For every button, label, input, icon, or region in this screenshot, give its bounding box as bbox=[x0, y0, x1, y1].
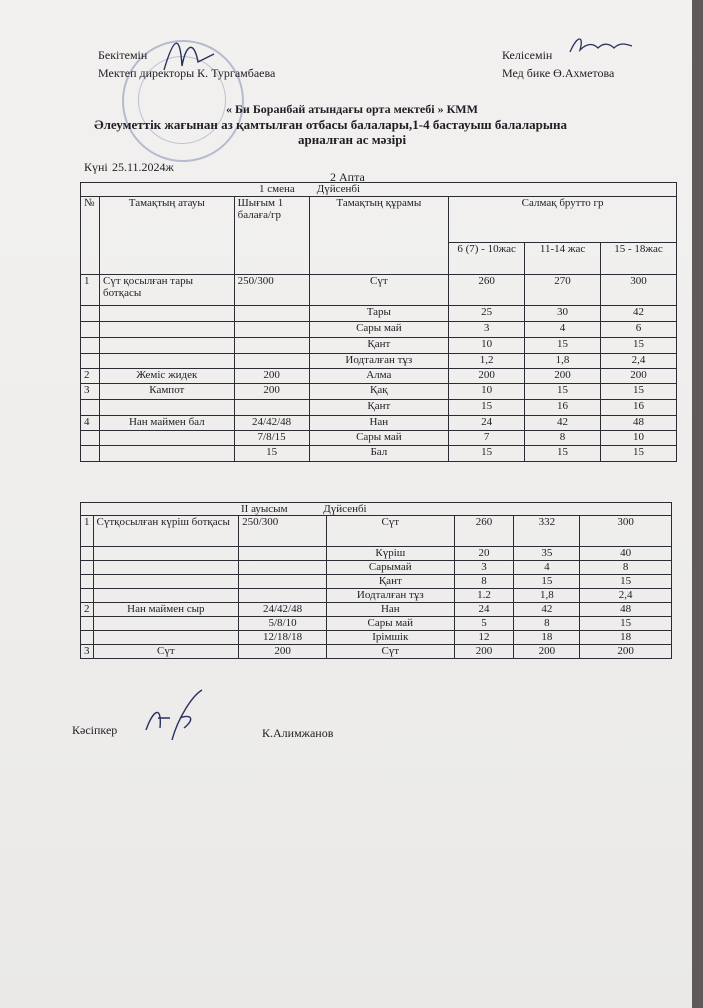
yield-value: 12/18/18 bbox=[239, 631, 327, 645]
document-title-line2: арналған ас мәзірі bbox=[298, 132, 407, 147]
weight-age-group-1: 25 bbox=[449, 306, 525, 322]
director-signature bbox=[160, 26, 220, 86]
weight-age-group-1: 8 bbox=[454, 575, 514, 589]
dish-name bbox=[93, 575, 239, 589]
col-weight-header: Салмақ брутто гр bbox=[449, 197, 677, 243]
row-number: 3 bbox=[81, 645, 94, 659]
table-row bbox=[81, 631, 672, 645]
row-number bbox=[81, 446, 100, 462]
ingredient-name: Бал bbox=[309, 446, 449, 462]
approve-label: Бекітемін bbox=[98, 48, 148, 62]
weight-age-group-2: 1,8 bbox=[514, 589, 580, 603]
col-yield-header: Шығым 1 балаға/гр bbox=[234, 197, 309, 275]
weight-age-group-1: 260 bbox=[454, 516, 514, 547]
weight-age-group-1: 15 bbox=[449, 400, 525, 416]
table-row bbox=[81, 589, 672, 603]
weight-age-group-1: 5 bbox=[454, 617, 514, 631]
dish-name bbox=[93, 631, 239, 645]
dish-name: Сүт қосылған тары ботқасы bbox=[99, 275, 234, 306]
weight-age-group-1: 15 bbox=[449, 446, 525, 462]
weight-age-group-2: 42 bbox=[525, 416, 601, 431]
weight-age-group-3: 15 bbox=[580, 617, 672, 631]
weight-age-group-2: 270 bbox=[525, 275, 601, 306]
shift2-label: II ауысым bbox=[241, 503, 288, 515]
col-composition-header: Тамақтың құрамы bbox=[309, 197, 449, 275]
yield-value bbox=[239, 547, 327, 561]
yield-value bbox=[234, 322, 309, 338]
table-row bbox=[81, 400, 677, 416]
weight-age-group-2: 200 bbox=[514, 645, 580, 659]
weight-age-group-3: 42 bbox=[601, 306, 677, 322]
ingredient-name: Иодталған тұз bbox=[326, 589, 454, 603]
weight-age-group-1: 10 bbox=[449, 338, 525, 354]
weight-age-group-3: 48 bbox=[580, 603, 672, 617]
ingredient-name: Сары май bbox=[326, 617, 454, 631]
yield-value bbox=[239, 589, 327, 603]
dish-name bbox=[99, 354, 234, 369]
yield-value bbox=[234, 338, 309, 354]
yield-value: 200 bbox=[234, 384, 309, 400]
agree-role: Мед бике Ө.Ахметова bbox=[502, 66, 615, 80]
date-value: 25.11.2024ж bbox=[112, 160, 174, 174]
approve-role: Мектеп директоры К. Тургамбаева bbox=[98, 66, 276, 80]
weight-age-group-3: 2,4 bbox=[580, 589, 672, 603]
weight-age-group-1: 1.2 bbox=[454, 589, 514, 603]
day2-label: Дүйсенбі bbox=[323, 503, 367, 515]
row-number bbox=[81, 354, 100, 369]
ingredient-name: Нан bbox=[326, 603, 454, 617]
dish-name bbox=[99, 400, 234, 416]
table-row bbox=[81, 561, 672, 575]
weight-age-group-3: 48 bbox=[601, 416, 677, 431]
row-number bbox=[81, 547, 94, 561]
weight-age-group-2: 8 bbox=[514, 617, 580, 631]
weight-age-group-2: 15 bbox=[514, 575, 580, 589]
dish-name bbox=[99, 322, 234, 338]
weight-age-group-1: 12 bbox=[454, 631, 514, 645]
row-number bbox=[81, 617, 94, 631]
row-number: 4 bbox=[81, 416, 100, 431]
table2-body bbox=[81, 516, 672, 659]
weight-age-group-3: 200 bbox=[601, 369, 677, 384]
dish-name bbox=[93, 589, 239, 603]
weight-age-group-1: 3 bbox=[449, 322, 525, 338]
dish-name bbox=[93, 617, 239, 631]
row-number bbox=[81, 631, 94, 645]
row-number bbox=[81, 431, 100, 446]
table-row bbox=[81, 617, 672, 631]
weight-age-group-3: 8 bbox=[580, 561, 672, 575]
weight-age-group-2: 4 bbox=[525, 322, 601, 338]
weight-age-group-2: 15 bbox=[525, 338, 601, 354]
ingredient-name: Қақ bbox=[309, 384, 449, 400]
shift-header-row bbox=[81, 183, 677, 197]
age-group-3: 15 - 18жас bbox=[601, 243, 677, 275]
weight-age-group-3: 40 bbox=[580, 547, 672, 561]
dish-name: Жеміс жидек bbox=[99, 369, 234, 384]
weight-age-group-1: 3 bbox=[454, 561, 514, 575]
row-number: 3 bbox=[81, 384, 100, 400]
row-number bbox=[81, 306, 100, 322]
ingredient-name: Сүт bbox=[309, 275, 449, 306]
dish-name bbox=[99, 446, 234, 462]
dish-name: Сүтқосылған күріш ботқасы bbox=[93, 516, 239, 547]
weight-age-group-1: 10 bbox=[449, 384, 525, 400]
weight-age-group-1: 7 bbox=[449, 431, 525, 446]
yield-value bbox=[239, 561, 327, 575]
table-row bbox=[81, 431, 677, 446]
ingredient-name: Күріш bbox=[326, 547, 454, 561]
table-row bbox=[81, 369, 677, 384]
weight-age-group-2: 8 bbox=[525, 431, 601, 446]
weight-age-group-2: 15 bbox=[525, 384, 601, 400]
weight-age-group-3: 16 bbox=[601, 400, 677, 416]
weight-age-group-2: 35 bbox=[514, 547, 580, 561]
dish-name bbox=[93, 561, 239, 575]
ingredient-name: Тары bbox=[309, 306, 449, 322]
table-row bbox=[81, 416, 677, 431]
dish-name: Нан маймен бал bbox=[99, 416, 234, 431]
dish-name bbox=[99, 306, 234, 322]
row-number bbox=[81, 338, 100, 354]
yield-value bbox=[234, 400, 309, 416]
weight-age-group-2: 332 bbox=[514, 516, 580, 547]
ingredient-name: Нан bbox=[309, 416, 449, 431]
col-number-header: № bbox=[81, 197, 100, 275]
weight-age-group-2: 4 bbox=[514, 561, 580, 575]
day-label: Дүйсенбі bbox=[316, 183, 361, 195]
weight-age-group-1: 200 bbox=[449, 369, 525, 384]
table-row bbox=[81, 547, 672, 561]
weight-age-group-2: 1,8 bbox=[525, 354, 601, 369]
yield-value bbox=[239, 575, 327, 589]
weight-age-group-2: 200 bbox=[525, 369, 601, 384]
shift-label: 1 смена bbox=[259, 183, 295, 195]
ingredient-name: Сарымай bbox=[326, 561, 454, 575]
row-number bbox=[81, 400, 100, 416]
menu-table-shift1 bbox=[80, 182, 677, 462]
nurse-signature bbox=[568, 32, 638, 62]
weight-age-group-3: 300 bbox=[601, 275, 677, 306]
weight-age-group-2: 16 bbox=[525, 400, 601, 416]
ingredient-name: Қант bbox=[309, 338, 449, 354]
weight-age-group-1: 260 bbox=[449, 275, 525, 306]
dish-name: Сүт bbox=[93, 645, 239, 659]
weight-age-group-2: 30 bbox=[525, 306, 601, 322]
weight-age-group-3: 200 bbox=[580, 645, 672, 659]
document-title-line1: Әлеуметтік жағынан аз қамтылған отбасы балалары,1-4 бастауыш балаларына bbox=[94, 117, 568, 132]
ingredient-name: Сары май bbox=[309, 431, 449, 446]
dish-name bbox=[99, 431, 234, 446]
row-number: 1 bbox=[81, 275, 100, 306]
yield-value: 200 bbox=[239, 645, 327, 659]
row-number: 2 bbox=[81, 369, 100, 384]
weight-age-group-3: 15 bbox=[601, 338, 677, 354]
yield-value: 250/300 bbox=[234, 275, 309, 306]
table-row bbox=[81, 575, 672, 589]
table-row bbox=[81, 306, 677, 322]
ingredient-name: Ірімшік bbox=[326, 631, 454, 645]
weight-age-group-3: 6 bbox=[601, 322, 677, 338]
yield-value: 24/42/48 bbox=[234, 416, 309, 431]
yield-value bbox=[234, 306, 309, 322]
entrepreneur-label: Кәсіпкер bbox=[72, 723, 118, 737]
dish-name: Кампот bbox=[99, 384, 234, 400]
table1-body bbox=[81, 275, 677, 462]
weight-age-group-1: 1,2 bbox=[449, 354, 525, 369]
dish-name bbox=[99, 338, 234, 354]
weight-age-group-3: 15 bbox=[601, 446, 677, 462]
menu-table-shift2 bbox=[80, 502, 672, 659]
row-number bbox=[81, 561, 94, 575]
yield-value bbox=[234, 354, 309, 369]
table-row bbox=[81, 275, 677, 306]
week-label: 2 Апта bbox=[330, 170, 365, 184]
table-row bbox=[81, 645, 672, 659]
shift2-header-row bbox=[81, 503, 672, 516]
ingredient-name: Сүт bbox=[326, 516, 454, 547]
table-row bbox=[81, 603, 672, 617]
row-number: 2 bbox=[81, 603, 94, 617]
yield-value: 250/300 bbox=[239, 516, 327, 547]
ingredient-name: Сүт bbox=[326, 645, 454, 659]
ingredient-name: Иодталған тұз bbox=[309, 354, 449, 369]
yield-value: 24/42/48 bbox=[239, 603, 327, 617]
dish-name bbox=[93, 547, 239, 561]
weight-age-group-1: 20 bbox=[454, 547, 514, 561]
date-label: Күні bbox=[84, 160, 108, 174]
ingredient-name: Сары май bbox=[309, 322, 449, 338]
school-name: « Би Боранбай атындағы орта мектебі » КММ bbox=[226, 102, 478, 116]
yield-value: 5/8/10 bbox=[239, 617, 327, 631]
table-row bbox=[81, 446, 677, 462]
weight-age-group-3: 18 bbox=[580, 631, 672, 645]
yield-value: 7/8/15 bbox=[234, 431, 309, 446]
row-number bbox=[81, 575, 94, 589]
weight-age-group-1: 200 bbox=[454, 645, 514, 659]
weight-age-group-1: 24 bbox=[449, 416, 525, 431]
weight-age-group-3: 2,4 bbox=[601, 354, 677, 369]
yield-value: 15 bbox=[234, 446, 309, 462]
ingredient-name: Алма bbox=[309, 369, 449, 384]
table-row bbox=[81, 516, 672, 547]
weight-age-group-3: 10 bbox=[601, 431, 677, 446]
entrepreneur-name: К.Алимжанов bbox=[262, 726, 334, 740]
weight-age-group-3: 300 bbox=[580, 516, 672, 547]
yield-value: 200 bbox=[234, 369, 309, 384]
ingredient-name: Қант bbox=[309, 400, 449, 416]
entrepreneur-signature bbox=[140, 688, 210, 748]
row-number bbox=[81, 322, 100, 338]
row-number bbox=[81, 589, 94, 603]
weight-age-group-2: 42 bbox=[514, 603, 580, 617]
weight-age-group-3: 15 bbox=[601, 384, 677, 400]
dish-name: Нан маймен сыр bbox=[93, 603, 239, 617]
age-group-2: 11-14 жас bbox=[525, 243, 601, 275]
table-row bbox=[81, 384, 677, 400]
agree-label: Келісемін bbox=[502, 48, 553, 62]
age-group-1: 6 (7) - 10жас bbox=[449, 243, 525, 275]
weight-age-group-1: 24 bbox=[454, 603, 514, 617]
table-row bbox=[81, 322, 677, 338]
weight-age-group-2: 18 bbox=[514, 631, 580, 645]
row-number: 1 bbox=[81, 516, 94, 547]
table-row bbox=[81, 338, 677, 354]
col-dish-header: Тамақтың атауы bbox=[99, 197, 234, 275]
ingredient-name: Қант bbox=[326, 575, 454, 589]
weight-age-group-3: 15 bbox=[580, 575, 672, 589]
weight-age-group-2: 15 bbox=[525, 446, 601, 462]
table-row bbox=[81, 354, 677, 369]
